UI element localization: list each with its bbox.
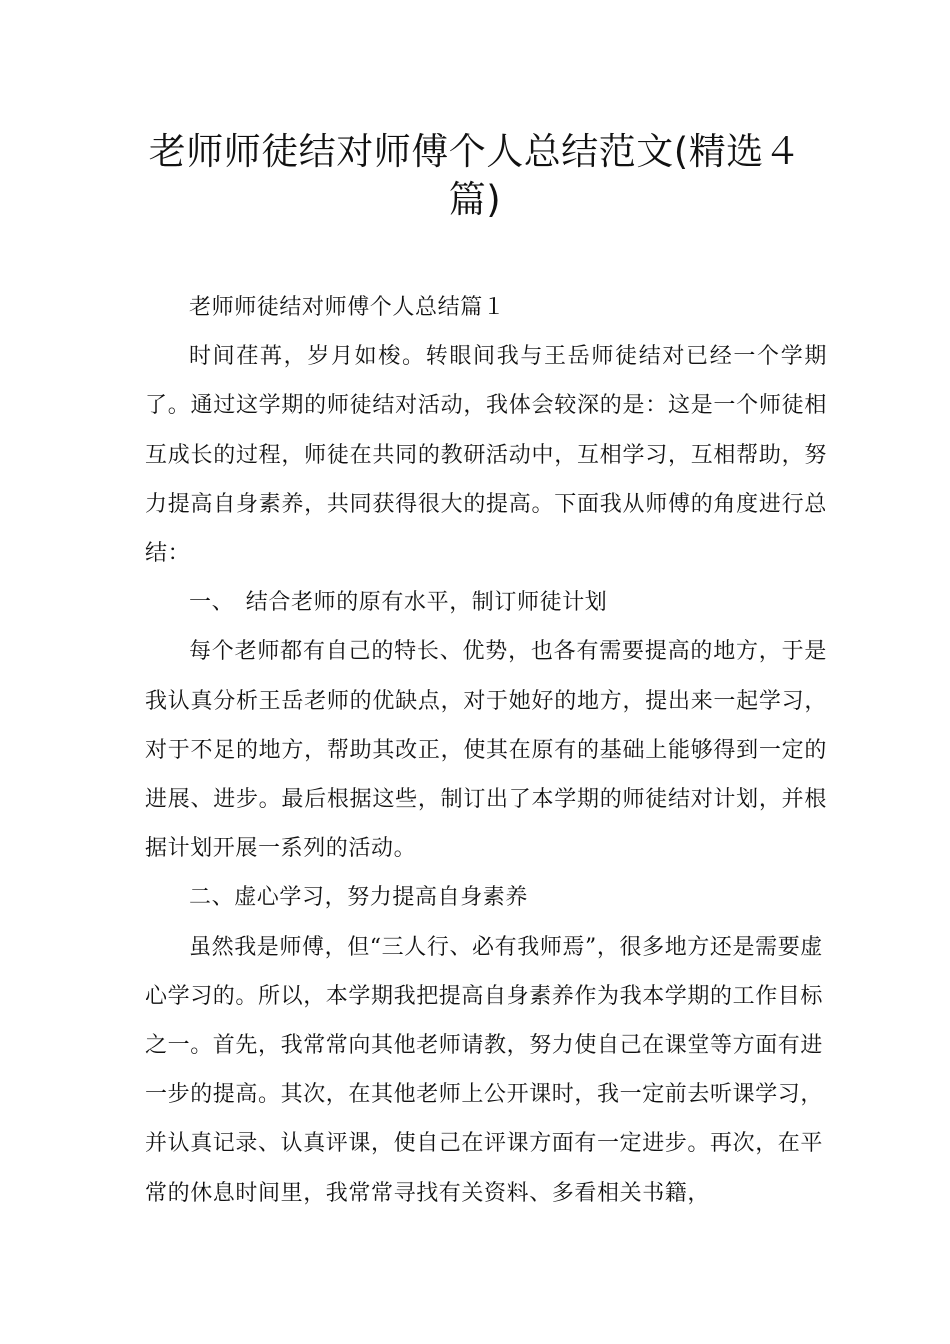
subheading-plan: 一、 结合老师的原有水平，制订师徒计划	[189, 590, 608, 616]
paragraph-learning: 虽然我是师傅，但“三人行、必有我师焉”，很多地方还是需要虚心学习的。所以，本学期我把提高自身素养作为我本学期的工作目标之一。首先，我常常向其他老师请教，努力使自己在课堂等方面有进一步的提高。其次，在其他老师上公开课时，我一定前去听课学习，并认真记录、认真评课，使自己在评课方面有一定进步。再次，在平常的休息时间里，我常常寻找有关资料、多看相关书籍，	[145, 934, 824, 1206]
document-title: 老师师徒结对师傅个人总结范文(精选４篇)	[148, 130, 802, 221]
document-body	[145, 283, 827, 1218]
section-heading-1: 老师师徒结对师傅个人总结篇１	[189, 295, 506, 320]
paragraph-intro: 时间荏苒，岁月如梭。转眼间我与王岳师徒结对已经一个学期了。通过这学期的师徒结对活动，我体会较深的是：这是一个师徒相互成长的过程，师徒在共同的教研活动中，互相学习，互相帮助，努力提高自身素养，共同获得很大的提高。下面我从师傅的角度进行总结：	[145, 344, 827, 567]
subheading-learning: 二、虚心学习，努力提高自身素养	[189, 885, 529, 911]
paragraph-plan: 每个老师都有自己的特长、优势，也各有需要提高的地方，于是我认真分析王岳老师的优缺点，对于她好的地方，提出来一起学习，对于不足的地方，帮助其改正，使其在原有的基础上能够得到一定的进展、进步。最后根据这些，制订出了本学期的师徒结对计划，并根据计划开展一系列的活动。	[145, 639, 827, 862]
